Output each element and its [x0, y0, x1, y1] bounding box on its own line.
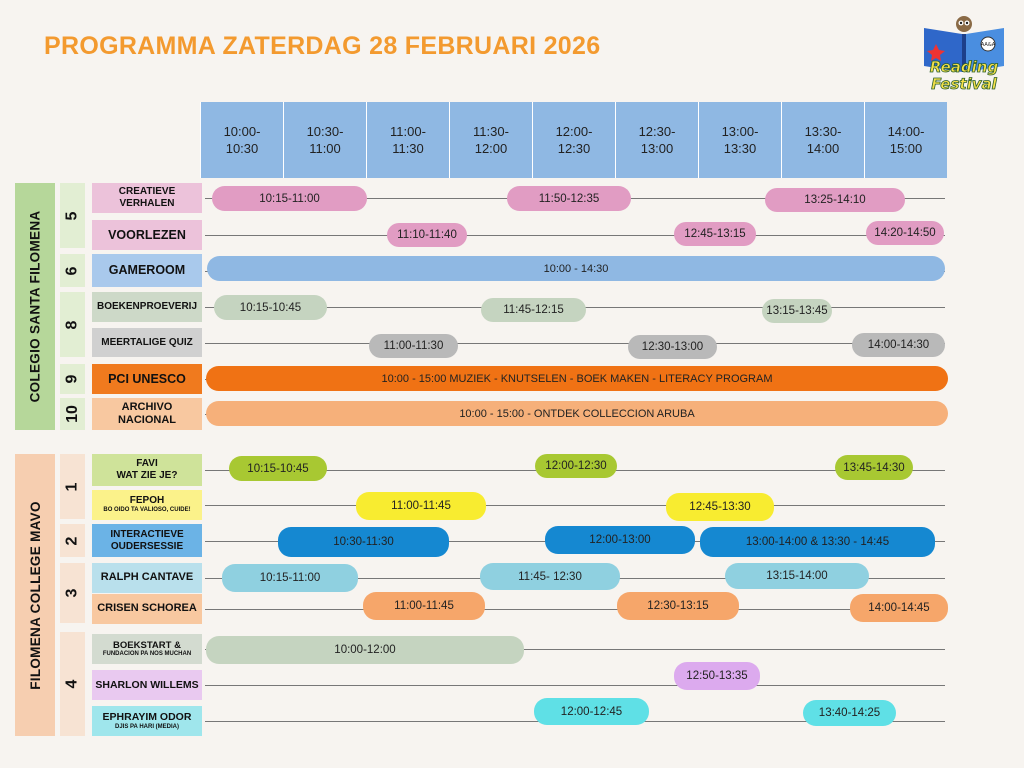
activity-name: BOEKENPROEVERIJ — [96, 301, 198, 312]
activity-name: VOORLEZEN — [108, 227, 186, 242]
room-number — [60, 524, 85, 557]
session-time-pill: 14:00-14:45 — [850, 594, 948, 622]
svg-text:AA&A: AA&A — [980, 42, 996, 48]
activity-name: CRISEN SCHOREA — [97, 602, 197, 615]
activity-name: RALPH CANTAVE — [100, 571, 194, 584]
session-time-pill: 10:15-11:00 — [212, 186, 367, 211]
school-name: FILOMENA COLLEGE MAVO — [27, 500, 43, 690]
session-time-pill: 13:15-13:45 — [762, 299, 832, 323]
school-name: COLEGIO SANTA FILOMENA — [27, 210, 43, 403]
session-time-pill: 10:00 - 15:00 MUZIEK - KNUTSELEN - BOEK MAKEN - LITERACY PROGRAM — [206, 366, 948, 391]
activity-label — [92, 292, 202, 322]
session-time-pill: 10:15-11:00 — [222, 564, 358, 592]
row-timeline — [205, 685, 945, 686]
activity-name: BOEKSTART & — [113, 639, 181, 651]
session-time-pill: 10:30-11:30 — [278, 527, 449, 557]
activity-label — [92, 254, 202, 287]
activity-name: INTERACTIEVE OUDERSESSIE — [110, 528, 184, 552]
school-label — [15, 183, 55, 430]
session-time-pill: 10:15-10:45 — [229, 456, 327, 481]
session-time-pill: 13:00-14:00 & 13:30 - 14:45 — [700, 527, 935, 557]
session-time-pill: 14:20-14:50 — [866, 221, 944, 245]
session-time-pill: 11:00-11:30 — [369, 334, 458, 358]
activity-label — [92, 454, 202, 486]
activity-label — [92, 398, 202, 430]
session-time-pill: 13:45-14:30 — [835, 455, 913, 480]
room-number — [60, 563, 85, 623]
room-number-label: 6 — [63, 266, 81, 275]
time-slot-header: 11:30- 12:00 — [449, 102, 532, 178]
session-time-pill: 10:15-10:45 — [214, 295, 327, 320]
session-time-pill: 11:00-11:45 — [356, 492, 486, 520]
activity-name: MEERTALIGE QUIZ — [101, 336, 193, 348]
room-number — [60, 292, 85, 357]
activity-subtitle: FUNDACION PA NOS MUCHAN — [102, 651, 192, 658]
svg-text:Festival: Festival — [931, 75, 997, 93]
session-time-pill: 11:45-12:15 — [481, 298, 586, 322]
session-time-pill: 12:45-13:15 — [674, 222, 756, 246]
session-time-pill: 14:00-14:30 — [852, 333, 945, 357]
activity-label — [92, 670, 202, 700]
time-slot-header: 14:00- 15:00 — [864, 102, 947, 178]
session-time-pill: 12:30-13:15 — [617, 592, 739, 620]
room-number-label: 8 — [63, 320, 81, 329]
session-time-pill: 12:45-13:30 — [666, 493, 774, 521]
session-time-pill: 13:40-14:25 — [803, 700, 896, 726]
session-time-pill: 13:25-14:10 — [765, 188, 905, 212]
row-timeline — [205, 609, 945, 610]
svg-text:Reading: Reading — [929, 58, 999, 76]
room-number — [60, 364, 85, 394]
room-number-label: 2 — [63, 536, 81, 545]
session-time-pill: 12:30-13:00 — [628, 335, 717, 359]
time-slot-header: 13:30- 14:00 — [781, 102, 864, 178]
activity-label — [92, 328, 202, 357]
time-slot-header: 12:30- 13:00 — [615, 102, 698, 178]
activity-label — [92, 706, 202, 736]
activity-label — [92, 634, 202, 664]
session-time-pill: 11:50-12:35 — [507, 186, 631, 211]
festival-logo — [920, 14, 1008, 94]
room-number-label: 4 — [63, 679, 81, 689]
activity-name: SHARLON WILLEMS — [95, 678, 199, 691]
session-time-pill: 11:10-11:40 — [387, 223, 467, 247]
row-timeline — [205, 235, 945, 236]
room-number — [60, 254, 85, 287]
time-slot-header: 13:00- 13:30 — [698, 102, 781, 178]
activity-label — [92, 490, 202, 520]
activity-name: FEPOH — [129, 495, 165, 507]
activity-name: CREATIEVE VERHALEN — [118, 186, 176, 209]
session-time-pill: 12:00-12:30 — [535, 454, 617, 478]
session-time-pill: 12:50-13:35 — [674, 662, 760, 690]
time-slot-header: 11:00- 11:30 — [366, 102, 449, 178]
room-number — [60, 454, 85, 519]
activity-label — [92, 594, 202, 624]
activity-name: FAVI WAT ZIE JE? — [116, 458, 178, 481]
session-time-pill: 13:15-14:00 — [725, 563, 869, 589]
room-number-label: 1 — [63, 482, 81, 491]
activity-name: ARCHIVO NACIONAL — [117, 400, 177, 426]
session-time-pill: 10:00 - 15:00 - ONTDEK COLLECCION ARUBA — [206, 401, 948, 426]
room-number — [60, 632, 85, 736]
activity-label — [92, 220, 202, 250]
school-label — [15, 454, 55, 736]
session-time-pill: 10:00-12:00 — [206, 636, 524, 664]
session-time-pill: 12:00-12:45 — [534, 698, 649, 725]
session-time-pill: 11:00-11:45 — [363, 592, 485, 620]
time-slot-header: 10:00- 10:30 — [200, 102, 283, 178]
activity-subtitle: DJIS PA HARI (MEDIA) — [114, 723, 179, 730]
room-number-label: 3 — [63, 588, 81, 598]
room-number — [60, 398, 85, 430]
row-timeline — [205, 505, 945, 506]
row-timeline — [205, 343, 945, 344]
session-time-pill: 11:45- 12:30 — [480, 563, 620, 590]
room-number-label: 10 — [63, 405, 81, 423]
session-time-pill: 12:00-13:00 — [545, 526, 695, 554]
activity-name: EPHRAYIM ODOR — [102, 711, 192, 724]
room-number-label: 9 — [63, 374, 81, 384]
room-number — [60, 183, 85, 248]
time-slot-header: 12:00- 12:30 — [532, 102, 615, 178]
activity-label — [92, 183, 202, 213]
activity-label — [92, 524, 202, 557]
activity-subtitle: BO OIDO TA VALIOSO, CUIDE! — [103, 507, 191, 514]
room-number-label: 5 — [63, 211, 81, 220]
activity-name: GAMEROOM — [108, 263, 186, 277]
activity-name: PCI UNESCO — [108, 371, 186, 386]
activity-label — [92, 364, 202, 394]
activity-label — [92, 563, 202, 593]
session-time-pill: 10:00 - 14:30 — [207, 256, 945, 281]
page-title: PROGRAMMA ZATERDAG 28 FEBRUARI 2026 — [44, 32, 601, 60]
time-slot-header: 10:30- 11:00 — [283, 102, 366, 178]
